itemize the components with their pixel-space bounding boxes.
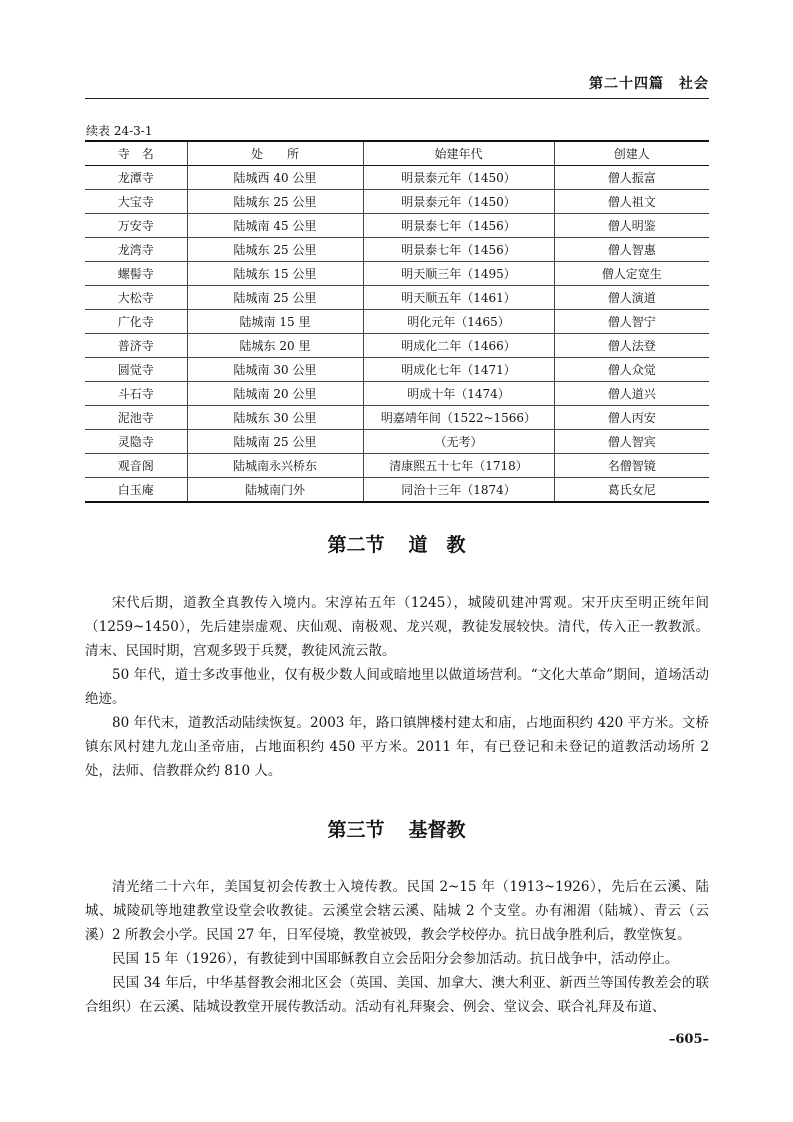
table-row bbox=[85, 334, 709, 358]
table-row bbox=[85, 214, 709, 238]
table-cell: 白玉庵 bbox=[85, 478, 187, 503]
table-cell: 陆城西 40 公里 bbox=[187, 166, 363, 190]
paragraph: 民国 15 年（1926），有教徒到中国耶稣教自立会岳阳分会参加活动。抗日战争中，活动停止。 bbox=[112, 951, 679, 967]
table-cell: 龙潭寺 bbox=[85, 166, 187, 190]
table-caption: 续表 24-3-1 bbox=[86, 124, 153, 138]
table-cell: 僧人法登 bbox=[554, 334, 709, 358]
table-row bbox=[85, 478, 709, 503]
table-cell: 明景泰七年（1456） bbox=[363, 214, 554, 238]
table-cell: 僧人祖文 bbox=[554, 190, 709, 214]
section-title-taoism bbox=[0, 530, 793, 557]
paragraph: 清光绪二十六年，美国复初会传教士入境传教。民国 2~15 年（1913~1926），先后在云溪、陆城、城陵矶等地建教堂设堂会收教徒。云溪堂会辖云溪、陆城 2 个支堂。办有湘湄（陆城）、青云（云溪）2 所教会小学。民国 27 年，日军侵境，教堂被毁，教会学校停办。抗日战争胜利后，教堂恢复。 bbox=[85, 879, 709, 943]
table-cell: 明成化二年（1466） bbox=[363, 334, 554, 358]
table-row bbox=[85, 238, 709, 262]
table-body bbox=[85, 166, 709, 503]
table-row bbox=[85, 454, 709, 478]
table-cell: 明景泰元年（1450） bbox=[363, 190, 554, 214]
running-header: 第二十四篇 社会 bbox=[589, 76, 709, 92]
table-cell: 陆城南永兴桥东 bbox=[187, 454, 363, 478]
table-cell: 陆城南 15 里 bbox=[187, 310, 363, 334]
table-cell: 僧人智惠 bbox=[554, 238, 709, 262]
table-cell: 广化寺 bbox=[85, 310, 187, 334]
table-cell: 僧人定宽生 bbox=[554, 262, 709, 286]
table-cell: 僧人演道 bbox=[554, 286, 709, 310]
table-cell: 同治十三年（1874） bbox=[363, 478, 554, 503]
table-cell: 陆城南 20 公里 bbox=[187, 382, 363, 406]
table-cell: 陆城南 25 公里 bbox=[187, 286, 363, 310]
header-rule bbox=[85, 98, 709, 99]
table-cell: 螺髻寺 bbox=[85, 262, 187, 286]
table-row bbox=[85, 430, 709, 454]
table-cell: 龙湾寺 bbox=[85, 238, 187, 262]
table-cell: 僧人众觉 bbox=[554, 358, 709, 382]
table-cell: 陆城东 20 里 bbox=[187, 334, 363, 358]
table-cell: 僧人道兴 bbox=[554, 382, 709, 406]
paragraph: 宋代后期，道教全真教传入境内。宋淳祐五年（1245），城陵矶建冲霄观。宋开庆至明正统年间（1259~1450），先后建崇虚观、庆仙观、南极观、龙兴观，教徒发展较快。清代，传入正一教教派。清末、民国时期，宫观多毁于兵燹，教徒风流云散。 bbox=[85, 595, 709, 659]
table-row bbox=[85, 310, 709, 334]
table-cell: 大宝寺 bbox=[85, 190, 187, 214]
table-cell: 灵隐寺 bbox=[85, 430, 187, 454]
column-header: 寺 名 bbox=[85, 141, 187, 166]
table-cell: 僧人振富 bbox=[554, 166, 709, 190]
table-cell: 明天顺五年（1461） bbox=[363, 286, 554, 310]
table-cell: （无考） bbox=[363, 430, 554, 454]
table-cell: 明景泰七年（1456） bbox=[363, 238, 554, 262]
paragraph: 50 年代，道士多改事他业，仅有极少数人间或暗地里以做道场营利。“文化大革命”期间，道场活动绝迹。 bbox=[85, 667, 709, 707]
column-header: 处 所 bbox=[187, 141, 363, 166]
section-number: 第三节 bbox=[327, 819, 385, 841]
table-cell: 僧人智宾 bbox=[554, 430, 709, 454]
table-cell: 普济寺 bbox=[85, 334, 187, 358]
table-row bbox=[85, 166, 709, 190]
table-cell: 僧人丙安 bbox=[554, 406, 709, 430]
table-cell: 万安寺 bbox=[85, 214, 187, 238]
table-row bbox=[85, 262, 709, 286]
table-cell: 陆城南 25 公里 bbox=[187, 430, 363, 454]
paragraph: 80 年代末，道教活动陆续恢复。2003 年，路口镇牌楼村建太和庙，占地面积约 420 平方米。文桥镇东风村建九龙山圣帝庙，占地面积约 450 平方米。2011 年，有已登记和未登记的道教活动场所 2 处，法师、信教群众约 810 人。 bbox=[85, 715, 709, 779]
table-cell: 观音阁 bbox=[85, 454, 187, 478]
table-row bbox=[85, 190, 709, 214]
table-cell: 泥池寺 bbox=[85, 406, 187, 430]
table-cell: 陆城东 25 公里 bbox=[187, 190, 363, 214]
table-cell: 葛氏女尼 bbox=[554, 478, 709, 503]
table-cell: 明嘉靖年间（1522~1566） bbox=[363, 406, 554, 430]
column-header: 创建人 bbox=[554, 141, 709, 166]
table-cell: 陆城东 15 公里 bbox=[187, 262, 363, 286]
table-cell: 陆城南 45 公里 bbox=[187, 214, 363, 238]
table-header-row bbox=[85, 141, 709, 166]
table-cell: 陆城东 30 公里 bbox=[187, 406, 363, 430]
paragraph: 民国 34 年后，中华基督教会湘北区会（英国、美国、加拿大、澳大利亚、新西兰等国传教差会的联合组织）在云溪、陆城设教堂开展传教活动。活动有礼拜聚会、例会、堂议会、联合礼拜及布道、 bbox=[85, 975, 709, 1015]
table-cell: 明成十年（1474） bbox=[363, 382, 554, 406]
page-number: –605– bbox=[668, 1032, 709, 1047]
section-name: 道 教 bbox=[408, 534, 466, 556]
table-cell: 斗石寺 bbox=[85, 382, 187, 406]
table-cell: 陆城南门外 bbox=[187, 478, 363, 503]
table-cell: 陆城南 30 公里 bbox=[187, 358, 363, 382]
table-row bbox=[85, 358, 709, 382]
table-row bbox=[85, 286, 709, 310]
table-cell: 大松寺 bbox=[85, 286, 187, 310]
table-row bbox=[85, 406, 709, 430]
table-cell: 僧人明鉴 bbox=[554, 214, 709, 238]
table-cell: 明景泰元年（1450） bbox=[363, 166, 554, 190]
table-cell: 明化元年（1465） bbox=[363, 310, 554, 334]
table-cell: 清康熙五十七年（1718） bbox=[363, 454, 554, 478]
table-cell: 陆城东 25 公里 bbox=[187, 238, 363, 262]
table-cell: 名僧智镜 bbox=[554, 454, 709, 478]
table-row bbox=[85, 382, 709, 406]
table-cell: 明成化七年（1471） bbox=[363, 358, 554, 382]
section-title-christianity bbox=[0, 815, 793, 842]
table-cell: 明天顺三年（1495） bbox=[363, 262, 554, 286]
column-header: 始建年代 bbox=[363, 141, 554, 166]
temples-table bbox=[85, 140, 709, 503]
section-number: 第二节 bbox=[327, 534, 385, 556]
section-name: 基督教 bbox=[408, 819, 466, 841]
table-cell: 僧人智宁 bbox=[554, 310, 709, 334]
table-cell: 圆觉寺 bbox=[85, 358, 187, 382]
